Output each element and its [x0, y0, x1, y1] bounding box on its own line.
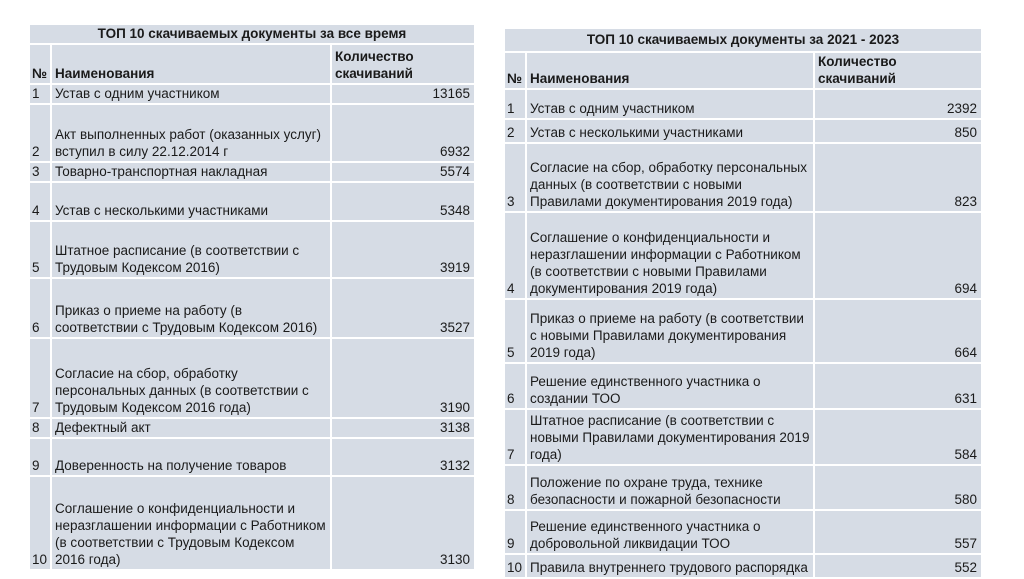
- download-count: 552: [815, 555, 983, 579]
- document-name: Соглашение о конфиденциальности и неразглашении информации с Работником (в соответствии с Трудовым Кодексом 2016 года): [52, 477, 332, 571]
- download-count: 631: [815, 364, 983, 410]
- download-count: 664: [815, 300, 983, 364]
- table-row: [30, 279, 476, 339]
- row-number: 8: [30, 419, 52, 439]
- row-number: 2: [30, 105, 52, 163]
- right-header-count: Количество скачиваний: [815, 53, 983, 90]
- document-name: Акт выполненных работ (оказанных услуг) вступил в силу 22.12.2014 г: [52, 105, 332, 163]
- left-header-count: Количество скачиваний: [332, 45, 476, 85]
- row-number: 9: [30, 439, 52, 477]
- download-count: 6932: [332, 105, 476, 163]
- table-row: [505, 213, 983, 300]
- download-count: 850: [815, 120, 983, 144]
- table-row: [505, 555, 983, 579]
- download-count: 3527: [332, 279, 476, 339]
- table-row: [505, 300, 983, 364]
- row-number: 7: [505, 410, 527, 466]
- row-number: 4: [505, 213, 527, 300]
- table-row: [30, 339, 476, 419]
- document-name: Товарно-транспортная накладная: [52, 163, 332, 183]
- row-number: 1: [505, 90, 527, 120]
- left-top10-table: [30, 25, 476, 571]
- right-top10-table: [505, 29, 983, 579]
- table-row: [30, 85, 476, 105]
- download-count: 13165: [332, 85, 476, 105]
- document-name: Соглашение о конфиденциальности и неразглашении информации с Работником (в соответствии с новыми Правилами документирования 2019 года): [527, 213, 815, 300]
- table-row: [505, 410, 983, 466]
- table-row: [505, 466, 983, 511]
- table-row: [505, 144, 983, 213]
- table-row: [30, 419, 476, 439]
- document-name: Доверенность на получение товаров: [52, 439, 332, 477]
- download-count: 557: [815, 511, 983, 555]
- download-count: 3138: [332, 419, 476, 439]
- table-row: [30, 222, 476, 279]
- document-name: Согласие на сбор, обработку персональных данных (в соответствии с Трудовым Кодексом 2016 года): [52, 339, 332, 419]
- left-table-title: ТОП 10 скачиваемых документы за все время: [30, 25, 476, 45]
- row-number: 6: [505, 364, 527, 410]
- document-name: Положение по охране труда, технике безопасности и пожарной безопасности: [527, 466, 815, 511]
- row-number: 10: [30, 477, 52, 571]
- table-row: [505, 364, 983, 410]
- document-name: Устав с одним участником: [527, 90, 815, 120]
- document-name: Устав с одним участником: [52, 85, 332, 105]
- document-name: Согласие на сбор, обработку персональных данных (в соответствии с новыми Правилами документирования 2019 года): [527, 144, 815, 213]
- row-number: 10: [505, 555, 527, 579]
- document-name: Устав с несколькими участниками: [52, 183, 332, 222]
- document-name: Штатное расписание (в соответствии с Трудовым Кодексом 2016): [52, 222, 332, 279]
- table-row: [505, 120, 983, 144]
- left-header-num: №: [30, 45, 52, 85]
- document-name: Дефектный акт: [52, 419, 332, 439]
- row-number: 2: [505, 120, 527, 144]
- document-name: Штатное расписание (в соответствии с новыми Правилами документирования 2019 года): [527, 410, 815, 466]
- table-row: [30, 477, 476, 571]
- right-header-num: №: [505, 53, 527, 90]
- right-header-name: Наименования: [527, 53, 815, 90]
- download-count: 3132: [332, 439, 476, 477]
- download-count: 3190: [332, 339, 476, 419]
- document-name: Решение единственного участника о добровольной ликвидации ТОО: [527, 511, 815, 555]
- left-header-name: Наименования: [52, 45, 332, 85]
- document-name: Решение единственного участника о создании ТОО: [527, 364, 815, 410]
- download-count: 3130: [332, 477, 476, 571]
- row-number: 7: [30, 339, 52, 419]
- download-count: 584: [815, 410, 983, 466]
- download-count: 3919: [332, 222, 476, 279]
- document-name: Устав с несколькими участниками: [527, 120, 815, 144]
- right-table-title: ТОП 10 скачиваемых документы за 2021 - 2023: [505, 29, 983, 53]
- row-number: 8: [505, 466, 527, 511]
- row-number: 3: [30, 163, 52, 183]
- table-row: [505, 90, 983, 120]
- row-number: 6: [30, 279, 52, 339]
- download-count: 823: [815, 144, 983, 213]
- download-count: 2392: [815, 90, 983, 120]
- document-name: Правила внутреннего трудового распорядка: [527, 555, 815, 579]
- download-count: 580: [815, 466, 983, 511]
- row-number: 4: [30, 183, 52, 222]
- row-number: 5: [505, 300, 527, 364]
- document-name: Приказ о приеме на работу (в соответствии с Трудовым Кодексом 2016): [52, 279, 332, 339]
- table-row: [30, 183, 476, 222]
- row-number: 5: [30, 222, 52, 279]
- download-count: 5348: [332, 183, 476, 222]
- table-row: [505, 511, 983, 555]
- row-number: 9: [505, 511, 527, 555]
- document-name: Приказ о приеме на работу (в соответствии с новыми Правилами документирования 2019 года): [527, 300, 815, 364]
- table-row: [30, 439, 476, 477]
- download-count: 694: [815, 213, 983, 300]
- table-row: [30, 163, 476, 183]
- table-row: [30, 105, 476, 163]
- row-number: 1: [30, 85, 52, 105]
- download-count: 5574: [332, 163, 476, 183]
- row-number: 3: [505, 144, 527, 213]
